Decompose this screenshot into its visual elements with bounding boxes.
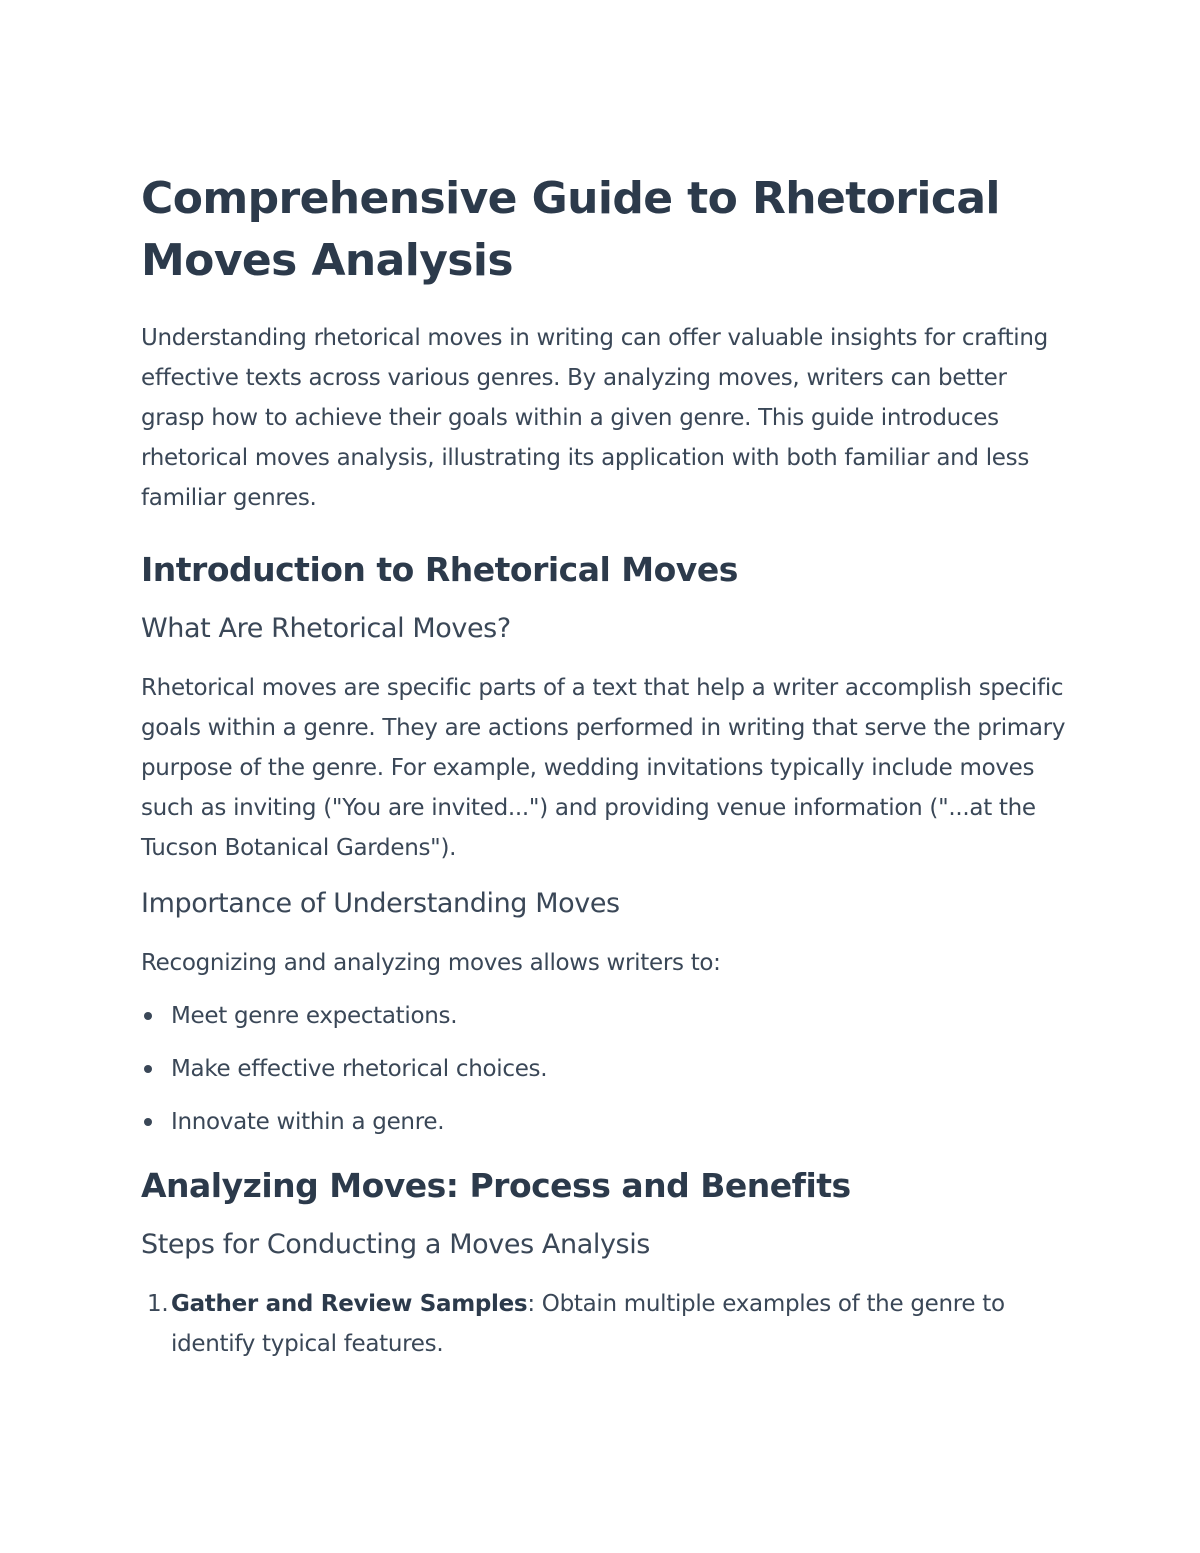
document-title: Comprehensive Guide to Rhetorical Moves Analysis — [141, 173, 1000, 286]
section-heading-introduction: Introduction to Rhetorical Moves — [141, 550, 738, 589]
intro-paragraph: Understanding rhetorical moves in writing can offer valuable insights for crafting effective texts across various genres. By analyzing moves, writers can better grasp how to achieve their goals within a given genre. This guide introduces rhetorical moves analysis, illustrating its application with both familiar and less familiar genres. — [141, 325, 1048, 511]
list-item — [141, 1284, 1071, 1364]
bullet-icon — [144, 1118, 152, 1126]
steps-numbered-list — [141, 1284, 1071, 1364]
subsection-heading-steps: Steps for Conducting a Moves Analysis — [141, 1229, 650, 1260]
list-item-text: Meet genre expectations. — [171, 1003, 458, 1029]
step-number: 1. — [147, 1291, 169, 1317]
step-label: Gather and Review Samples — [171, 1291, 528, 1317]
list-item-text: Make effective rhetorical choices. — [171, 1056, 548, 1082]
document-page — [141, 168, 1071, 1364]
list-item — [141, 1102, 1071, 1142]
bullet-icon — [144, 1012, 152, 1020]
subsection-heading-importance: Importance of Understanding Moves — [141, 888, 620, 919]
importance-bullet-list — [141, 996, 1071, 1142]
list-item — [141, 996, 1071, 1036]
importance-lead: Recognizing and analyzing moves allows writers to: — [141, 950, 721, 976]
list-item — [141, 1049, 1071, 1089]
bullet-icon — [144, 1065, 152, 1073]
section-heading-analyzing: Analyzing Moves: Process and Benefits — [141, 1166, 851, 1205]
subsection-heading-what-are-moves: What Are Rhetorical Moves? — [141, 613, 511, 644]
what-are-moves-paragraph: Rhetorical moves are specific parts of a text that help a writer accomplish specific goals within a genre. They are actions performed in writing that serve the primary purpose of the genre. For example, wedding invitations typically include moves such as inviting ("You are invited...") and providing venue information ("...at the Tucson Botanical Gardens"). — [141, 675, 1066, 861]
step-text: : Obtain multiple examples of the genre to identify typical features. — [171, 1291, 1005, 1357]
list-item-text: Innovate within a genre. — [171, 1109, 445, 1135]
